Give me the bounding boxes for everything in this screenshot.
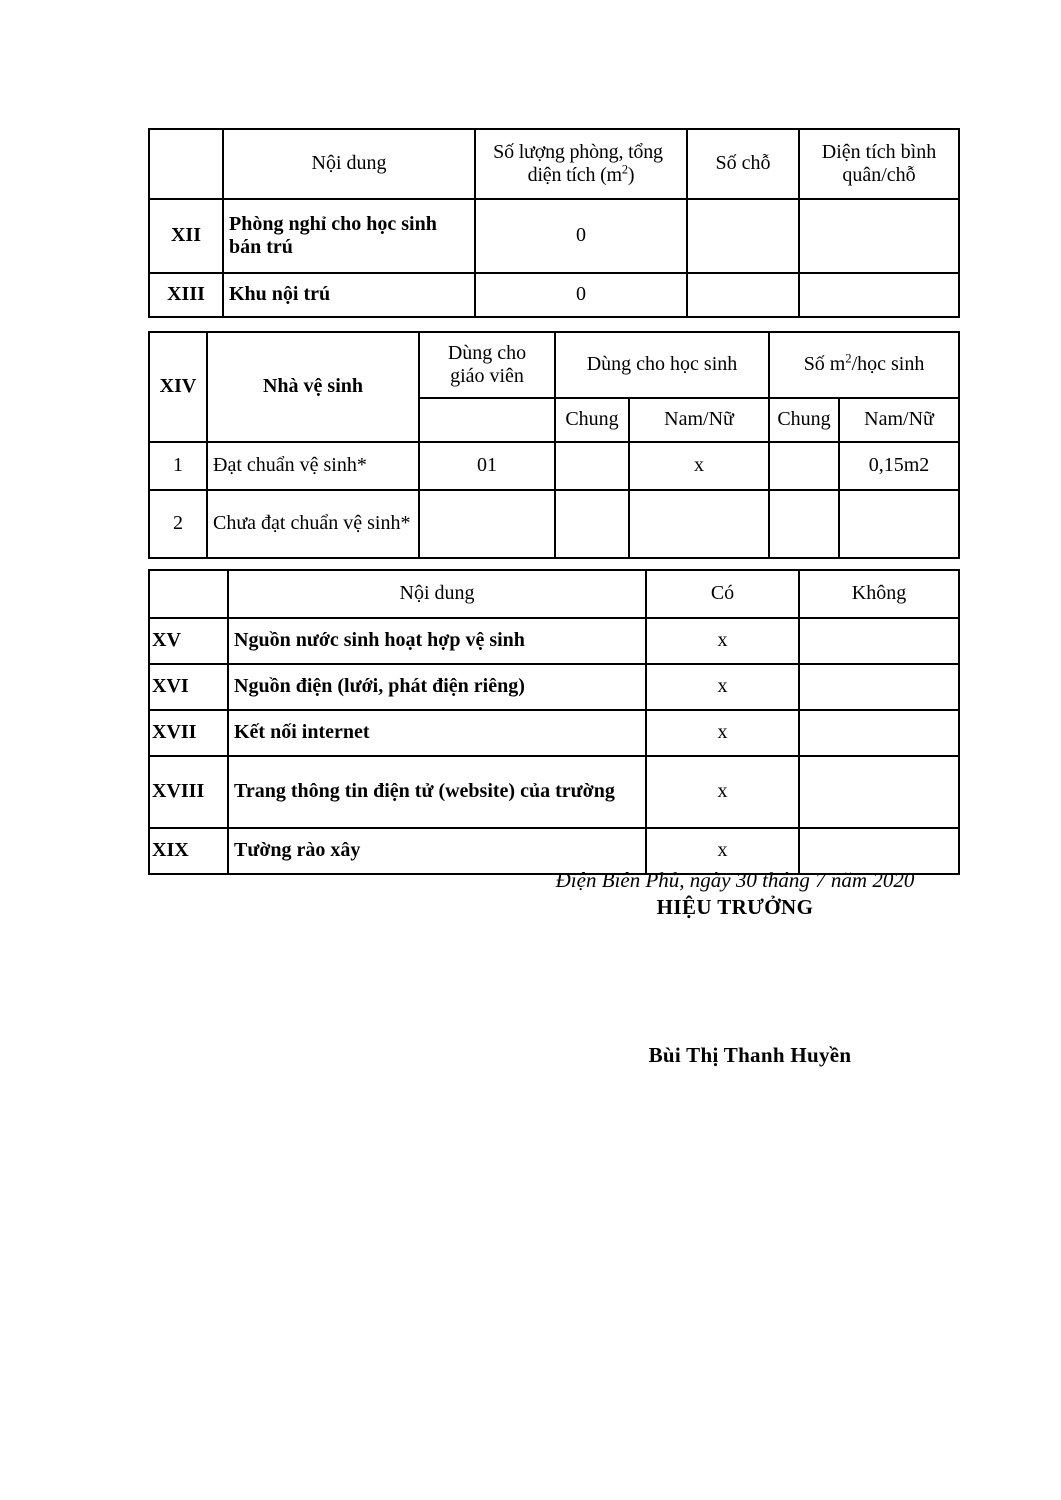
row-number: 1 (149, 442, 207, 490)
row-label: Chưa đạt chuẩn vệ sinh* (207, 490, 419, 558)
table-row-header-top (149, 332, 959, 398)
header-room-count-line2-prefix: diện tích (m (527, 164, 622, 186)
row-index: XIII (149, 273, 223, 317)
table-toilets (148, 331, 960, 559)
row-no-mark (799, 710, 959, 756)
header-yes: Có (646, 570, 799, 618)
signature-date-line: Điện Biên Phủ, ngày 30 tháng 7 năm 2020 (555, 868, 915, 892)
table-row (149, 756, 959, 828)
header-students-gender: Nam/Nữ (629, 398, 769, 442)
section-index: XIV (149, 332, 207, 442)
header-content: Nội dung (223, 129, 475, 199)
row-yes-mark: x (646, 756, 799, 828)
table-row-header (149, 129, 959, 199)
row-seats (687, 273, 799, 317)
row-content: Nguồn nước sinh hoạt hợp vệ sinh (228, 618, 646, 664)
row-content: Khu nội trú (223, 273, 475, 317)
row-yes-mark: x (646, 618, 799, 664)
row-index: XV (149, 618, 228, 664)
row-label: Đạt chuẩn vệ sinh* (207, 442, 419, 490)
row-index: XIX (149, 828, 228, 874)
header-for-teachers (419, 332, 555, 398)
header-sqm-common: Chung (769, 398, 839, 442)
header-for-teachers-line1: Dùng cho (447, 341, 527, 364)
table-row (149, 442, 959, 490)
header-seats: Số chỗ (687, 129, 799, 199)
header-students-common: Chung (555, 398, 629, 442)
row-no-mark (799, 756, 959, 828)
signature-role: HIỆU TRƯỞNG (656, 895, 814, 919)
header-sqm-prefix: Số m (803, 353, 846, 376)
row-number: 2 (149, 490, 207, 558)
header-average-area (799, 129, 959, 199)
row-index: XVI (149, 664, 228, 710)
row-yes-mark: x (646, 828, 799, 874)
row-sqm-gender (839, 490, 959, 558)
row-average-area (799, 199, 959, 273)
row-room-count: 0 (475, 199, 687, 273)
signature-block (500, 868, 970, 920)
row-no-mark (799, 618, 959, 664)
header-content: Nội dung (228, 570, 646, 618)
table-boarding-rooms (148, 128, 960, 318)
row-yes-mark: x (646, 710, 799, 756)
superscript-two: 2 (621, 162, 628, 177)
header-teachers-blank (419, 398, 555, 442)
table-row (149, 664, 959, 710)
row-index: XVII (149, 710, 228, 756)
header-index (149, 129, 223, 199)
header-room-count-line2 (481, 164, 681, 187)
row-teachers-count: 01 (419, 442, 555, 490)
header-sqm-per-student (769, 332, 959, 398)
header-sqm-suffix: /học sinh (851, 353, 925, 376)
row-index: XII (149, 199, 223, 273)
header-room-count-line1: Số lượng phòng, tổng (493, 140, 663, 163)
row-index: XVIII (149, 756, 228, 828)
header-index (149, 570, 228, 618)
table-row (149, 273, 959, 317)
table-row-header (149, 570, 959, 618)
row-average-area (799, 273, 959, 317)
header-average-area-line1: Diện tích bình (821, 140, 937, 163)
header-no: Không (799, 570, 959, 618)
header-for-students: Dùng cho học sinh (555, 332, 769, 398)
row-students-common (555, 490, 629, 558)
table-row (149, 199, 959, 273)
row-seats (687, 199, 799, 273)
row-room-count: 0 (475, 273, 687, 317)
superscript-two: 2 (845, 351, 852, 366)
row-content: Trang thông tin điện tử (website) của trường (228, 756, 646, 828)
row-no-mark (799, 664, 959, 710)
table-row (149, 490, 959, 558)
table-facilities (148, 569, 960, 875)
section-title: Nhà vệ sinh (207, 332, 419, 442)
row-students-common (555, 442, 629, 490)
row-sqm-common (769, 442, 839, 490)
row-content: Phòng nghỉ cho học sinh bán trú (223, 199, 475, 273)
row-students-gender (629, 490, 769, 558)
header-average-area-line2: quân/chỗ (842, 164, 916, 186)
table-row (149, 710, 959, 756)
row-teachers-count (419, 490, 555, 558)
row-content: Nguồn điện (lưới, phát điện riêng) (228, 664, 646, 710)
table-row (149, 618, 959, 664)
signature-name: Bùi Thị Thanh Huyền (648, 1043, 852, 1067)
header-room-count (475, 129, 687, 199)
header-sqm-gender: Nam/Nữ (839, 398, 959, 442)
row-content: Kết nối internet (228, 710, 646, 756)
row-yes-mark: x (646, 664, 799, 710)
row-sqm-gender: 0,15m2 (839, 442, 959, 490)
row-students-gender: x (629, 442, 769, 490)
header-for-teachers-line2: giáo viên (450, 365, 524, 387)
header-room-count-line2-suffix: ) (627, 164, 635, 186)
row-content: Tường rào xây (228, 828, 646, 874)
row-sqm-common (769, 490, 839, 558)
